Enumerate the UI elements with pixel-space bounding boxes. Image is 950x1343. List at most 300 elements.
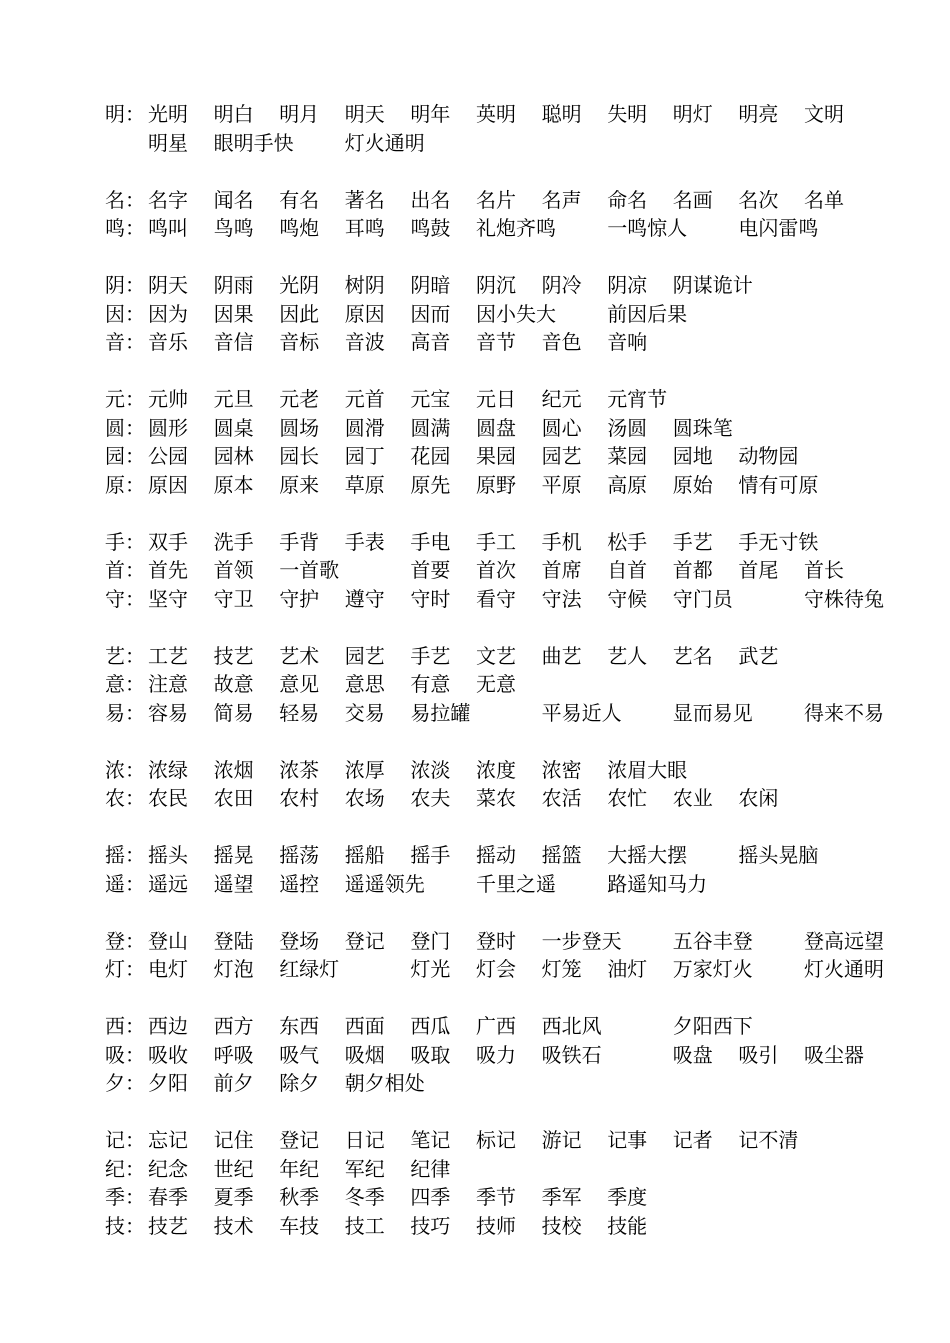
vocab-word: 登陆: [213, 928, 254, 953]
vocab-word: 摇动: [476, 843, 516, 867]
vocab-word: 守时: [410, 586, 451, 611]
vocab-word: 容易: [148, 700, 188, 725]
vocab-word: 五谷丰登: [672, 928, 753, 953]
vocab-word: 因而: [410, 301, 451, 326]
vocab-word: 守候: [607, 586, 648, 611]
vocab-word: 农业: [672, 786, 713, 810]
vocab-word: 冬季: [344, 1185, 385, 1209]
vocab-word: 吸气: [279, 1042, 320, 1067]
headword: 名：: [105, 187, 145, 212]
vocab-word: 曲艺: [541, 643, 582, 668]
vocab-word: 登高远望: [804, 928, 884, 953]
vocab-word: 电灯: [148, 957, 188, 981]
vocab-word: 农活: [541, 786, 582, 810]
vocab-word: 阴雨: [213, 273, 254, 297]
vocab-word: 吸铁石: [541, 1042, 602, 1067]
vocab-word: 阴天: [148, 273, 188, 297]
vocab-word: 灯笼: [541, 957, 582, 981]
vocab-word: 双手: [148, 529, 188, 554]
vocab-word: 遵守: [344, 586, 385, 611]
headword: 圆：: [105, 415, 145, 440]
vocab-word: 首都: [672, 558, 713, 582]
vocab-word: 农田: [213, 786, 254, 810]
vocab-word: 春季: [148, 1185, 188, 1209]
vocab-word: 坚守: [148, 586, 188, 611]
headword: 意：: [105, 672, 145, 696]
vocab-word: 标记: [476, 1128, 516, 1152]
vocab-word: 西北风: [541, 1014, 602, 1038]
vocab-word: 登场: [279, 928, 320, 953]
vocab-word: 登记: [279, 1128, 320, 1152]
vocab-word: 鸣鼓: [410, 216, 451, 240]
vocab-word: 元帅: [148, 387, 188, 411]
vocab-line: [0, 273, 950, 297]
vocab-word: 浓茶: [279, 757, 320, 782]
headword: 登：: [105, 928, 145, 953]
vocab-word: 明白: [213, 102, 254, 126]
vocab-line: [0, 216, 950, 240]
vocab-word: 园地: [672, 444, 713, 468]
vocab-line: [0, 102, 950, 126]
vocab-word: 笔记: [410, 1128, 451, 1152]
vocab-word: 圆场: [279, 415, 320, 440]
vocab-word: 记者: [672, 1128, 713, 1152]
vocab-word: 音响: [607, 330, 648, 354]
vocab-word: 易拉罐: [410, 700, 471, 725]
vocab-word: 明年: [410, 102, 451, 126]
headword: 园：: [105, 444, 145, 468]
vocab-word: 手机: [541, 529, 582, 554]
vocab-word: 路遥知马力: [607, 871, 708, 896]
vocab-word: 故意: [213, 672, 254, 696]
vocab-line: [0, 416, 950, 440]
vocab-word: 农忙: [607, 786, 648, 810]
headword: 首：: [105, 558, 145, 582]
vocab-word: 明亮: [738, 102, 779, 126]
vocab-word: 东西: [279, 1014, 320, 1038]
vocab-word: 吸收: [148, 1042, 188, 1067]
vocab-word: 西方: [213, 1014, 254, 1038]
vocab-word: 车技: [279, 1213, 320, 1238]
vocab-word: 朝夕相处: [344, 1071, 425, 1095]
vocab-word: 摇船: [344, 843, 385, 867]
vocab-word: 首席: [541, 558, 582, 582]
vocab-word: 夏季: [213, 1185, 254, 1209]
vocab-word: 元老: [279, 387, 320, 411]
headword: 音：: [105, 330, 145, 354]
vocab-word: 鸣叫: [148, 216, 188, 240]
vocab-word: 手艺: [672, 529, 713, 554]
vocab-line: [0, 843, 950, 867]
vocab-word: 灯火通明: [344, 130, 425, 155]
vocab-line: [0, 558, 950, 582]
headword: 原：: [105, 472, 145, 497]
vocab-word: 名画: [672, 187, 713, 212]
vocab-word: 技巧: [410, 1213, 451, 1238]
vocab-word: 吸引: [738, 1042, 779, 1067]
vocab-line: [0, 530, 950, 554]
vocab-word: 记事: [607, 1128, 648, 1152]
vocab-word: 手电: [410, 529, 451, 554]
vocab-word: 首领: [213, 558, 254, 582]
vocab-word: 武艺: [738, 643, 779, 668]
vocab-word: 前夕: [213, 1071, 254, 1095]
vocab-word: 遥遥领先: [344, 871, 425, 896]
vocab-word: 油灯: [607, 957, 648, 981]
vocab-word: 音信: [213, 330, 254, 354]
vocab-word: 名片: [476, 187, 516, 212]
vocab-word: 记住: [213, 1128, 254, 1152]
vocab-word: 园艺: [344, 643, 385, 668]
vocab-word: 西边: [148, 1014, 188, 1038]
vocab-word: 出名: [410, 187, 451, 212]
vocab-word: 纪律: [410, 1156, 451, 1181]
vocab-word: 浓度: [476, 757, 516, 782]
vocab-line: [0, 1071, 950, 1095]
vocab-word: 灯火通明: [804, 957, 884, 981]
vocab-word: 摇篮: [541, 843, 582, 867]
vocab-word: 花园: [410, 444, 451, 468]
vocab-word: 浓烟: [213, 757, 254, 782]
vocab-word: 眼明手快: [213, 130, 294, 155]
vocab-word: 圆满: [410, 415, 451, 440]
vocab-word: 因小失大: [476, 301, 556, 326]
vocab-word: 鸟鸣: [213, 216, 254, 240]
vocab-word: 艺人: [607, 643, 648, 668]
vocab-word: 有意: [410, 672, 451, 696]
vocab-line: [0, 957, 950, 981]
vocab-word: 灯光: [410, 957, 451, 981]
headword: 季：: [105, 1185, 145, 1209]
vocab-word: 守法: [541, 586, 582, 611]
vocab-word: 工艺: [148, 643, 188, 668]
vocab-word: 菜园: [607, 444, 648, 468]
vocab-word: 注意: [148, 672, 188, 696]
vocab-word: 守门员: [672, 586, 733, 611]
vocab-word: 耳鸣: [344, 216, 385, 240]
vocab-word: 礼炮齐鸣: [476, 216, 556, 240]
vocab-word: 农夫: [410, 786, 451, 810]
vocab-word: 手无寸铁: [738, 529, 819, 554]
vocab-line: [0, 1185, 950, 1209]
vocab-word: 洗手: [213, 529, 254, 554]
headword: 夕：: [105, 1071, 145, 1095]
vocab-word: 因为: [148, 301, 188, 326]
vocab-word: 农场: [344, 786, 385, 810]
headword: 元：: [105, 387, 145, 411]
vocab-word: 千里之遥: [476, 871, 556, 896]
vocab-word: 交易: [344, 700, 385, 725]
vocab-word: 西面: [344, 1014, 385, 1038]
vocab-word: 阴凉: [607, 273, 648, 297]
vocab-word: 草原: [344, 472, 385, 497]
headword: 灯：: [105, 957, 145, 981]
vocab-word: 失明: [607, 102, 648, 126]
headword: 西：: [105, 1014, 145, 1038]
vocab-word: 文明: [804, 102, 844, 126]
vocab-word: 因果: [213, 301, 254, 326]
vocab-word: 果园: [476, 444, 516, 468]
vocab-word: 呼吸: [213, 1042, 254, 1067]
vocab-word: 著名: [344, 187, 385, 212]
vocab-word: 明月: [279, 102, 320, 126]
vocab-word: 电闪雷鸣: [738, 216, 819, 240]
vocab-word: 记不清: [738, 1128, 799, 1152]
vocab-word: 显而易见: [672, 700, 753, 725]
headword: 纪：: [105, 1156, 145, 1181]
vocab-word: 技术: [213, 1213, 254, 1238]
vocab-word: 汤圆: [607, 415, 648, 440]
vocab-word: 摇头: [148, 843, 188, 867]
vocab-word: 摇手: [410, 843, 451, 867]
vocab-word: 秋季: [279, 1185, 320, 1209]
vocab-word: 原因: [148, 472, 188, 497]
vocab-word: 夕阳: [148, 1071, 188, 1095]
vocab-word: 音节: [476, 330, 516, 354]
headword: 阴：: [105, 273, 145, 297]
vocab-word: 命名: [607, 187, 648, 212]
vocab-word: 鸣炮: [279, 216, 320, 240]
headword: 摇：: [105, 843, 145, 867]
vocab-line: [0, 188, 950, 212]
vocab-word: 遥望: [213, 871, 254, 896]
vocab-line: [0, 644, 950, 668]
vocab-line: [0, 758, 950, 782]
vocab-word: 首次: [476, 558, 516, 582]
vocab-word: 灯泡: [213, 957, 254, 981]
vocab-word: 圆珠笔: [672, 415, 733, 440]
vocab-word: 意见: [279, 672, 320, 696]
vocab-word: 元日: [476, 387, 516, 411]
vocab-word: 广西: [476, 1014, 516, 1038]
vocab-word: 英明: [476, 102, 516, 126]
vocab-line: [0, 1157, 950, 1181]
vocab-word: 军纪: [344, 1156, 385, 1181]
vocab-word: 园艺: [541, 444, 582, 468]
vocab-word: 技工: [344, 1213, 385, 1238]
vocab-word: 一步登天: [541, 928, 622, 953]
vocab-word: 菜农: [476, 786, 516, 810]
vocab-word: 轻易: [279, 700, 320, 725]
vocab-line: [0, 701, 950, 725]
vocab-word: 浓密: [541, 757, 582, 782]
headword: 吸：: [105, 1042, 145, 1067]
headword: 浓：: [105, 757, 145, 782]
vocab-word: 游记: [541, 1128, 582, 1152]
vocab-line: [0, 872, 950, 896]
vocab-word: 阴谋诡计: [672, 273, 753, 297]
vocab-line: [0, 587, 950, 611]
vocab-line: [0, 444, 950, 468]
vocab-word: 纪元: [541, 387, 582, 411]
headword: 技：: [105, 1213, 145, 1238]
vocab-word: 无意: [476, 672, 516, 696]
vocab-line: [0, 1128, 950, 1152]
vocab-line: [0, 387, 950, 411]
vocab-word: 艺名: [672, 643, 713, 668]
vocab-word: 圆滑: [344, 415, 385, 440]
vocab-word: 树阴: [344, 273, 385, 297]
vocab-word: 遥控: [279, 871, 320, 896]
vocab-word: 手背: [279, 529, 320, 554]
vocab-word: 闻名: [213, 187, 254, 212]
vocab-word: 前因后果: [607, 301, 688, 326]
vocab-word: 动物园: [738, 444, 799, 468]
vocab-word: 首尾: [738, 558, 779, 582]
vocab-word: 高音: [410, 330, 451, 354]
vocab-word: 手工: [476, 529, 516, 554]
vocab-word: 登门: [410, 928, 451, 953]
vocab-line: [0, 330, 950, 354]
vocab-word: 技能: [607, 1213, 648, 1238]
vocab-word: 光阴: [279, 273, 320, 297]
vocab-line: [0, 473, 950, 497]
vocab-word: 阴沉: [476, 273, 516, 297]
vocab-word: 夕阳西下: [672, 1014, 753, 1038]
vocab-word: 日记: [344, 1128, 385, 1152]
headword: 艺：: [105, 643, 145, 668]
vocab-line: [0, 786, 950, 810]
vocab-word: 元宝: [410, 387, 451, 411]
headword: 鸣：: [105, 216, 145, 240]
vocab-word: 一鸣惊人: [607, 216, 688, 240]
vocab-word: 公园: [148, 444, 188, 468]
vocab-word: 首先: [148, 558, 188, 582]
vocab-word: 浓眉大眼: [607, 757, 688, 782]
vocab-word: 登记: [344, 928, 385, 953]
vocab-word: 技校: [541, 1213, 582, 1238]
vocab-word: 摇头晃脑: [738, 843, 819, 867]
vocab-word: 原始: [672, 472, 713, 497]
vocab-word: 看守: [476, 586, 516, 611]
vocab-word: 世纪: [213, 1156, 254, 1181]
vocab-word: 原先: [410, 472, 451, 497]
vocab-word: 技艺: [148, 1213, 188, 1238]
vocab-word: 红绿灯: [279, 957, 340, 981]
vocab-word: 意思: [344, 672, 385, 696]
vocab-word: 音乐: [148, 330, 188, 354]
vocab-word: 季度: [607, 1185, 648, 1209]
vocab-word: 守卫: [213, 586, 254, 611]
vocab-word: 因此: [279, 301, 320, 326]
vocab-word: 平原: [541, 472, 582, 497]
vocab-word: 原因: [344, 301, 385, 326]
vocab-word: 明天: [344, 102, 385, 126]
vocab-word: 名声: [541, 187, 582, 212]
vocab-word: 高原: [607, 472, 648, 497]
vocab-word: 有名: [279, 187, 320, 212]
vocab-word: 音标: [279, 330, 320, 354]
vocab-word: 音色: [541, 330, 582, 354]
vocab-word: 光明: [148, 102, 188, 126]
vocab-word: 艺术: [279, 643, 320, 668]
vocab-word: 万家灯火: [672, 957, 753, 981]
vocab-word: 名次: [738, 187, 779, 212]
vocab-word: 农村: [279, 786, 320, 810]
vocab-word: 吸力: [476, 1042, 516, 1067]
vocab-word: 农闲: [738, 786, 779, 810]
vocab-word: 手艺: [410, 643, 451, 668]
vocab-word: 园丁: [344, 444, 385, 468]
vocab-word: 圆桌: [213, 415, 254, 440]
vocab-word: 西瓜: [410, 1014, 451, 1038]
vocab-line: [0, 131, 950, 155]
vocab-word: 名字: [148, 187, 188, 212]
vocab-word: 文艺: [476, 643, 516, 668]
vocab-word: 聪明: [541, 102, 582, 126]
vocab-word: 遥远: [148, 871, 188, 896]
vocab-word: 园长: [279, 444, 320, 468]
vocab-word: 元旦: [213, 387, 254, 411]
vocab-line: [0, 929, 950, 953]
vocab-word: 忘记: [148, 1128, 188, 1152]
vocab-word: 吸尘器: [804, 1042, 864, 1067]
vocab-word: 一首歌: [279, 558, 340, 582]
headword: 手：: [105, 529, 145, 554]
vocab-word: 圆心: [541, 415, 582, 440]
vocab-word: 圆盘: [476, 415, 516, 440]
vocab-word: 登山: [148, 928, 188, 953]
vocab-word: 技师: [476, 1213, 516, 1238]
headword: 记：: [105, 1128, 145, 1152]
vocab-word: 原来: [279, 472, 320, 497]
vocab-word: 首长: [804, 558, 844, 582]
headword: 遥：: [105, 871, 145, 896]
vocab-word: 除夕: [279, 1071, 320, 1095]
vocab-word: 圆形: [148, 415, 188, 440]
vocab-word: 摇晃: [213, 843, 254, 867]
headword: 易：: [105, 700, 145, 725]
vocab-word: 明灯: [672, 102, 713, 126]
vocab-line: [0, 1214, 950, 1238]
vocab-word: 元宵节: [607, 387, 668, 411]
vocab-word: 登时: [476, 928, 516, 953]
vocab-word: 守株待兔: [804, 586, 884, 611]
vocab-word: 元首: [344, 387, 385, 411]
vocab-word: 阴暗: [410, 273, 451, 297]
headword: 因：: [105, 301, 145, 326]
vocab-line: [0, 672, 950, 696]
vocab-word: 自首: [607, 558, 648, 582]
vocab-word: 原野: [476, 472, 516, 497]
vocab-line: [0, 302, 950, 326]
vocab-word: 手表: [344, 529, 385, 554]
vocab-word: 吸取: [410, 1042, 451, 1067]
vocab-word: 原本: [213, 472, 254, 497]
vocab-word: 情有可原: [738, 472, 819, 497]
vocab-word: 得来不易: [804, 700, 884, 725]
headword: 守：: [105, 586, 145, 611]
vocab-word: 吸盘: [672, 1042, 713, 1067]
vocab-word: 守护: [279, 586, 320, 611]
vocab-line: [0, 1043, 950, 1067]
vocab-word: 浓淡: [410, 757, 451, 782]
vocab-word: 大摇大摆: [607, 843, 688, 867]
vocab-word: 技艺: [213, 643, 254, 668]
vocab-word: 浓绿: [148, 757, 188, 782]
vocab-word: 季节: [476, 1185, 516, 1209]
vocab-word: 灯会: [476, 957, 516, 981]
vocab-word: 阴冷: [541, 273, 582, 297]
vocab-word: 明星: [148, 130, 188, 155]
vocab-word: 农民: [148, 786, 188, 810]
vocab-word: 年纪: [279, 1156, 320, 1181]
vocab-word: 吸烟: [344, 1042, 385, 1067]
vocab-word: 纪念: [148, 1156, 188, 1181]
vocab-word: 简易: [213, 700, 254, 725]
vocab-word: 平易近人: [541, 700, 622, 725]
vocab-word: 园林: [213, 444, 254, 468]
